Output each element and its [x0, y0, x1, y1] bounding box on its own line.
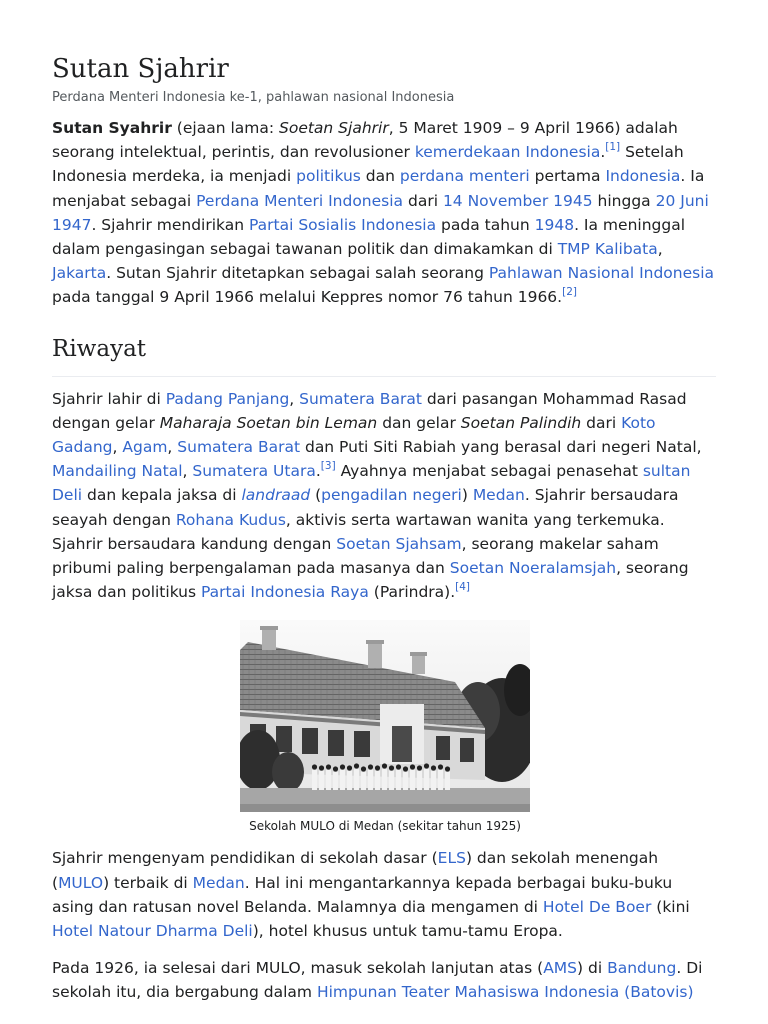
- link-mandailing-natal[interactable]: Mandailing Natal: [52, 462, 183, 481]
- link-els[interactable]: ELS: [437, 849, 466, 868]
- link-partai-indonesia-raya[interactable]: Partai Indonesia Raya: [201, 583, 369, 602]
- text: (: [310, 486, 322, 505]
- reference-3[interactable]: [3]: [320, 460, 336, 473]
- text: dari: [403, 191, 443, 210]
- riwayat-paragraph-1: [52, 387, 716, 605]
- text: ) di: [577, 959, 608, 978]
- text: pada tahun: [436, 215, 535, 234]
- text: Pada 1926, ia selesai dari MULO, masuk sekolah lanjutan atas (: [52, 959, 544, 978]
- text: , seorang jaksa dan politikus: [52, 559, 689, 602]
- text: . Sjahrir bersaudara seayah dengan: [52, 486, 679, 529]
- text: dan kepala jaksa di: [82, 486, 242, 505]
- text: , seorang makelar saham pribumi paling berpengalaman pada masanya dan: [52, 534, 659, 578]
- link-tmp-kalibata[interactable]: TMP Kalibata: [557, 240, 658, 259]
- riwayat-paragraph-3: [52, 956, 716, 1004]
- text: (ejaan lama:: [171, 119, 279, 137]
- reference-2[interactable]: [2]: [562, 286, 577, 299]
- text: dari: [581, 413, 622, 432]
- text: . Sutan Sjahrir ditetapkan sebagai salah seorang: [106, 264, 489, 283]
- link-mulo[interactable]: MULO: [58, 873, 104, 892]
- section-heading-riwayat: Riwayat: [52, 334, 716, 377]
- mulo-school-photo[interactable]: [240, 620, 530, 812]
- link-batovis[interactable]: Himpunan Teater Mahasiswa Indonesia (Batovis): [316, 983, 694, 1002]
- text: ,: [289, 389, 300, 408]
- link-jakarta[interactable]: Jakarta: [52, 264, 107, 283]
- text: .: [600, 143, 606, 162]
- reference-4[interactable]: [4]: [455, 581, 471, 594]
- text: Ayahnya menjabat sebagai penasehat: [335, 462, 643, 481]
- link-medan[interactable]: Medan: [192, 873, 245, 892]
- figure-caption: Sekolah MULO di Medan (sekitar tahun 1925): [249, 819, 521, 834]
- text: ,: [167, 438, 178, 457]
- text: dan: [360, 167, 400, 186]
- text: ,: [112, 438, 123, 457]
- link-partai-sosialis[interactable]: Partai Sosialis Indonesia: [249, 215, 437, 234]
- text: pertama: [529, 167, 606, 186]
- text: ) terbaik di: [103, 873, 193, 892]
- old-spelling: Soetan Sjahrir: [279, 119, 389, 137]
- text: Sjahrir mengenyam pendidikan di sekolah dasar (: [52, 849, 438, 868]
- figure-mulo-school: [240, 620, 530, 834]
- riwayat-paragraph-2: [52, 846, 716, 943]
- link-landraad[interactable]: [242, 486, 311, 504]
- link-sumatera-barat[interactable]: Sumatera Barat: [299, 389, 422, 408]
- text: , aktivis serta wartawan wanita yang terkemuka. Sjahrir bersaudara kandung dengan: [52, 510, 665, 553]
- text: ,: [657, 240, 663, 259]
- link-ams[interactable]: AMS: [543, 959, 578, 978]
- title-italic: Soetan Palindih: [460, 413, 582, 432]
- title-italic: Maharaja Soetan bin Leman: [159, 413, 378, 432]
- text: . Hal ini mengantarkannya kepada berbagai buku-buku asing dan ratusan novel Belanda. Malamnya dia mengamen di: [52, 873, 673, 916]
- link-rohana-kudus[interactable]: Rohana Kudus: [175, 510, 286, 529]
- link-sumatera-utara[interactable]: Sumatera Utara: [192, 462, 316, 481]
- link-indonesia[interactable]: Indonesia: [605, 167, 681, 186]
- link-agam[interactable]: Agam: [122, 438, 168, 457]
- text: , 5 Maret 1909 – 9 April 1966) adalah seorang intelektual, perintis, dan revolusioner: [52, 119, 678, 162]
- page-subtitle: Perdana Menteri Indonesia ke-1, pahlawan nasional Indonesia: [52, 90, 455, 105]
- text: Sjahrir lahir di: [52, 389, 166, 408]
- link-kemerdekaan-indonesia[interactable]: kemerdekaan Indonesia: [414, 143, 601, 162]
- link-perdana-menteri-indonesia[interactable]: Perdana Menteri Indonesia: [196, 191, 404, 210]
- link-soetan-noeralamsjah[interactable]: Soetan Noeralamsjah: [449, 559, 617, 578]
- text: ,: [182, 462, 193, 481]
- text: hingga: [592, 191, 656, 210]
- text: . Di sekolah itu, dia bergabung dalam: [52, 959, 703, 1002]
- reference-1[interactable]: [1]: [605, 141, 621, 154]
- link-hotel-natour[interactable]: Hotel Natour Dharma Deli: [52, 922, 253, 941]
- link-medan[interactable]: Medan: [472, 486, 525, 505]
- link-date-end[interactable]: 20 Juni 1947: [52, 191, 709, 234]
- text: ) dan sekolah menengah (: [52, 849, 659, 892]
- text: dan gelar: [377, 413, 461, 432]
- text: Setelah Indonesia merdeka, ia menjadi: [52, 143, 684, 186]
- text: . Sjahrir mendirikan: [91, 215, 249, 234]
- text: dan Puti Siti Rabiah yang berasal dari negeri Natal,: [300, 438, 702, 457]
- link-soetan-sjahsam[interactable]: Soetan Sjahsam: [336, 534, 462, 553]
- text: . Ia menjabat sebagai: [52, 167, 705, 210]
- link-padang-panjang[interactable]: Padang Panjang: [165, 389, 290, 408]
- link-hotel-de-boer[interactable]: Hotel De Boer: [542, 897, 652, 916]
- link-sumatera-barat[interactable]: Sumatera Barat: [177, 438, 301, 457]
- link-perdana-menteri[interactable]: perdana menteri: [399, 167, 530, 186]
- text: pada tanggal 9 April 1966 melalui Keppres nomor 76 tahun 1966.: [52, 288, 563, 307]
- link-pahlawan-nasional[interactable]: Pahlawan Nasional Indonesia: [488, 264, 715, 283]
- link-sultan-deli[interactable]: sultan Deli: [52, 462, 691, 505]
- link-pengadilan-negeri[interactable]: pengadilan negeri: [321, 486, 462, 505]
- text: ): [461, 486, 473, 505]
- text: ), hotel khusus untuk tamu-tamu Eropa.: [252, 922, 563, 941]
- text: .: [315, 462, 321, 481]
- text: . Ia meninggal dalam pengasingan sebagai tawanan politik dan dimakamkan di: [52, 215, 685, 259]
- link-year-1948[interactable]: 1948: [534, 215, 575, 234]
- text: (kini: [651, 897, 690, 916]
- lead-paragraph: [52, 116, 716, 310]
- link-date-start[interactable]: 14 November 1945: [442, 191, 593, 210]
- text: dari pasangan Mohammad Rasad dengan gelar: [52, 389, 687, 432]
- landraad-italic: landraad: [241, 486, 311, 505]
- subject-name: Sutan Syahrir: [52, 119, 172, 137]
- link-bandung[interactable]: Bandung: [607, 959, 677, 978]
- text: (Parindra).: [368, 583, 456, 602]
- page-title: Sutan Sjahrir: [52, 54, 229, 84]
- link-koto-gadang[interactable]: Koto Gadang: [52, 413, 656, 457]
- link-politikus[interactable]: politikus: [296, 167, 361, 186]
